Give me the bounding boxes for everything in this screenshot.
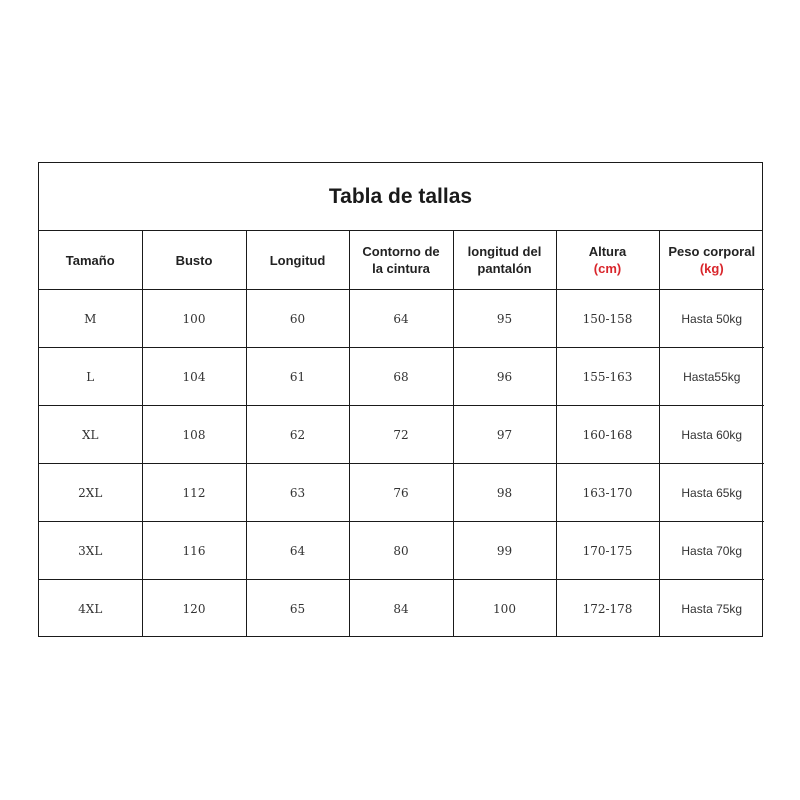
header-size: Tamaño xyxy=(39,231,142,290)
header-waist: Contorno de la cintura xyxy=(349,231,453,290)
header-row xyxy=(39,231,764,290)
cell-bust: 120 xyxy=(142,580,246,638)
table-row xyxy=(39,406,764,464)
cell-pant-length: 99 xyxy=(453,522,556,580)
cell-weight: Hasta 70kg xyxy=(659,522,764,580)
cell-size: 2XL xyxy=(39,464,142,522)
cell-length: 61 xyxy=(246,348,349,406)
size-chart xyxy=(38,162,763,637)
header-height-unit: (cm) xyxy=(593,261,622,276)
cell-pant-length: 98 xyxy=(453,464,556,522)
cell-length: 60 xyxy=(246,290,349,348)
header-height: Altura (cm) xyxy=(556,231,659,290)
table-row xyxy=(39,580,764,638)
cell-height: 155-163 xyxy=(556,348,659,406)
table-row xyxy=(39,348,764,406)
cell-weight: Hasta 75kg xyxy=(681,601,743,616)
table-row xyxy=(39,522,764,580)
cell-height: 170-175 xyxy=(556,522,659,580)
cell-length: 63 xyxy=(246,464,349,522)
cell-bust: 108 xyxy=(142,406,246,464)
cell-length: 64 xyxy=(246,522,349,580)
cell-size: 3XL xyxy=(39,522,142,580)
cell-weight: Hasta 65kg xyxy=(659,464,764,522)
cell-bust: 112 xyxy=(142,464,246,522)
header-length: Longitud xyxy=(246,231,349,290)
table-row xyxy=(39,290,764,348)
cell-height: 163-170 xyxy=(556,464,659,522)
cell-size: XL xyxy=(39,406,142,464)
chart-title: Tabla de tallas xyxy=(39,163,762,231)
cell-pant-length: 100 xyxy=(453,580,556,638)
cell-weight: Hasta55kg xyxy=(659,348,764,406)
cell-waist: 76 xyxy=(349,464,453,522)
cell-waist: 64 xyxy=(349,290,453,348)
header-weight: Peso corporal (kg) xyxy=(659,231,764,290)
cell-waist: 84 xyxy=(349,580,453,638)
header-bust: Busto xyxy=(142,231,246,290)
cell-weight: Hasta 60kg xyxy=(659,406,764,464)
cell-pant-length: 97 xyxy=(453,406,556,464)
cell-height: 172-178 xyxy=(556,580,659,638)
cell-bust: 100 xyxy=(142,290,246,348)
cell-height: 150-158 xyxy=(556,290,659,348)
table-row xyxy=(39,464,764,522)
cell-waist: 68 xyxy=(349,348,453,406)
cell-pant-length: 95 xyxy=(453,290,556,348)
cell-weight: Hasta 50kg xyxy=(659,290,764,348)
size-table xyxy=(39,231,764,637)
cell-size: 4XL xyxy=(39,580,142,638)
cell-size: L xyxy=(39,348,142,406)
header-pant-length: longitud del pantalón xyxy=(453,231,556,290)
cell-size: M xyxy=(39,290,142,348)
cell-bust: 104 xyxy=(142,348,246,406)
cell-height: 160-168 xyxy=(556,406,659,464)
cell-length: 62 xyxy=(246,406,349,464)
cell-pant-length: 96 xyxy=(453,348,556,406)
cell-waist: 72 xyxy=(349,406,453,464)
cell-bust: 116 xyxy=(142,522,246,580)
cell-waist: 80 xyxy=(349,522,453,580)
header-weight-unit: (kg) xyxy=(699,261,724,276)
cell-length: 65 xyxy=(246,580,349,638)
